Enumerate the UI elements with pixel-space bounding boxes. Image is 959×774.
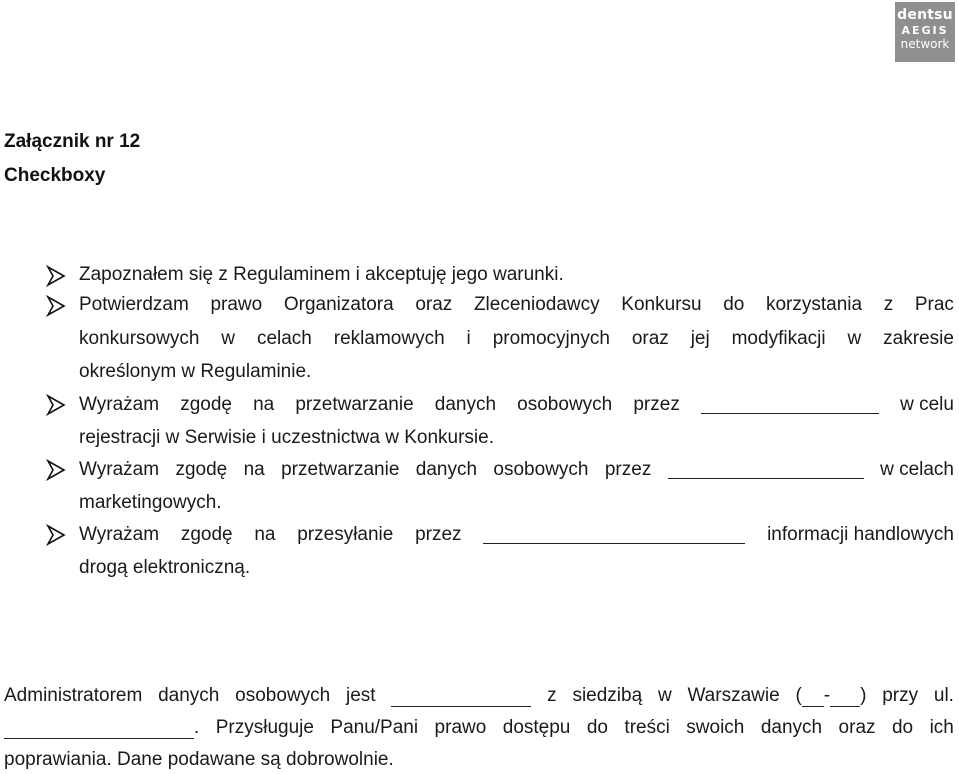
word: oraz [631, 328, 669, 349]
word: osobowych [235, 685, 331, 706]
word: przy [882, 685, 919, 706]
word: konkursowych [79, 328, 200, 349]
word: w celach [880, 459, 954, 480]
word: osobowych [517, 394, 613, 415]
street-field [4, 717, 199, 739]
consent-item-data-processing-line-2: rejestracji w Serwisie i uczestnictwa w Konkursie. [79, 427, 494, 448]
administrator-paragraph-line-1 [4, 685, 954, 707]
word: modyfikacji [731, 328, 826, 349]
word: do [586, 717, 608, 738]
word: zgodę [175, 459, 228, 480]
blank-field-street [4, 719, 194, 739]
administrator-paragraph-line-2 [4, 717, 954, 739]
word: danych [415, 459, 478, 480]
word: Panu/Pani [330, 717, 419, 738]
word: jej [690, 328, 710, 349]
word: Administratorem [4, 685, 143, 706]
administrator-paragraph-line-3: poprawiania. Dane podawane są dobrowolnie. [4, 749, 394, 770]
blank-field-company [701, 394, 879, 414]
word: Warszawie [687, 685, 780, 706]
word: jest [346, 685, 376, 706]
word: osobowych [493, 459, 589, 480]
word: przez [415, 524, 462, 545]
word: przez [633, 394, 680, 415]
word: na [243, 459, 265, 480]
word: Wyrażam [79, 394, 160, 415]
consent-item-rights-line-3: określonym w Regulaminie. [79, 361, 312, 382]
word: prawo [434, 717, 487, 738]
word: Wyrażam [79, 524, 160, 545]
word: informacji handlowych [767, 524, 954, 545]
word: na [254, 524, 276, 545]
word: treści [624, 717, 670, 738]
word: dostępu [502, 717, 571, 738]
word: Konkursu [621, 294, 702, 315]
word: przetwarzanie [295, 394, 414, 415]
word: oraz [838, 717, 876, 738]
postal-code-field [795, 685, 866, 707]
blank-field-company [668, 459, 864, 479]
attachment-subtitle: Checkboxy [4, 165, 106, 186]
word: danych [434, 394, 497, 415]
consent-item-rights-line-2 [79, 328, 954, 350]
word: oraz [415, 294, 453, 315]
word: w celu [900, 394, 954, 415]
word: przetwarzanie [281, 459, 400, 480]
blank-field-postal-2 [830, 687, 860, 707]
word: Zleceniodawcy [473, 294, 600, 315]
word: i [466, 328, 471, 349]
word: przez [604, 459, 652, 480]
paren-close: ) [860, 685, 867, 706]
word: prawo [210, 294, 263, 315]
word: celach [256, 328, 312, 349]
arrow-bullet-icon [45, 524, 67, 546]
word: w [847, 328, 862, 349]
word: zgodę [180, 394, 232, 415]
word: do [723, 294, 745, 315]
word: reklamowych [333, 328, 445, 349]
consent-item-marketing-line-2: marketingowych. [79, 492, 222, 513]
logo-line-2: AEGIS [901, 23, 949, 37]
word: danych [760, 717, 823, 738]
word: Organizatora [283, 294, 394, 315]
word: do [891, 717, 914, 738]
period: . [194, 717, 200, 738]
word: zakresie [883, 328, 954, 349]
word: na [253, 394, 275, 415]
word: Potwierdzam [79, 294, 189, 315]
dash: - [823, 685, 831, 706]
consent-item-commercial-info-line-2: drogą elektroniczną. [79, 557, 251, 578]
logo-line-1: dentsu [897, 7, 953, 23]
consent-item-data-processing-line-1 [79, 394, 954, 416]
consent-item-commercial-info-line-1 [79, 524, 954, 546]
word: z [547, 685, 557, 706]
attachment-title: Załącznik nr 12 [4, 131, 141, 152]
word: z [883, 294, 894, 315]
consent-item-marketing-line-1 [79, 459, 954, 481]
word: zgodę [180, 524, 233, 545]
blank-field-administrator [391, 687, 531, 707]
arrow-bullet-icon [45, 295, 67, 317]
word: w [221, 328, 236, 349]
word: przesyłanie [297, 524, 394, 545]
word: siedzibą [572, 685, 643, 706]
dentsu-aegis-logo [895, 2, 955, 62]
blank-field-company [483, 524, 745, 544]
consent-item-regulations: Zapoznałem się z Regulaminem i akceptuję jego warunki. [79, 264, 564, 285]
logo-line-3: network [900, 37, 950, 52]
word: ul. [933, 685, 954, 706]
word: danych [158, 685, 220, 706]
word: ich [929, 717, 954, 738]
arrow-bullet-icon [45, 394, 67, 416]
blank-field-postal-1 [802, 687, 824, 707]
word: Przysługuje [215, 717, 314, 738]
word: Wyrażam [79, 459, 160, 480]
paren-open: ( [795, 685, 802, 706]
word: w [657, 685, 672, 706]
word: swoich [686, 717, 745, 738]
word: Prac [914, 294, 954, 315]
arrow-bullet-icon [45, 265, 67, 287]
consent-item-rights-line-1 [79, 294, 954, 316]
arrow-bullet-icon [45, 459, 67, 481]
word: korzystania [765, 294, 863, 315]
word: promocyjnych [492, 328, 610, 349]
